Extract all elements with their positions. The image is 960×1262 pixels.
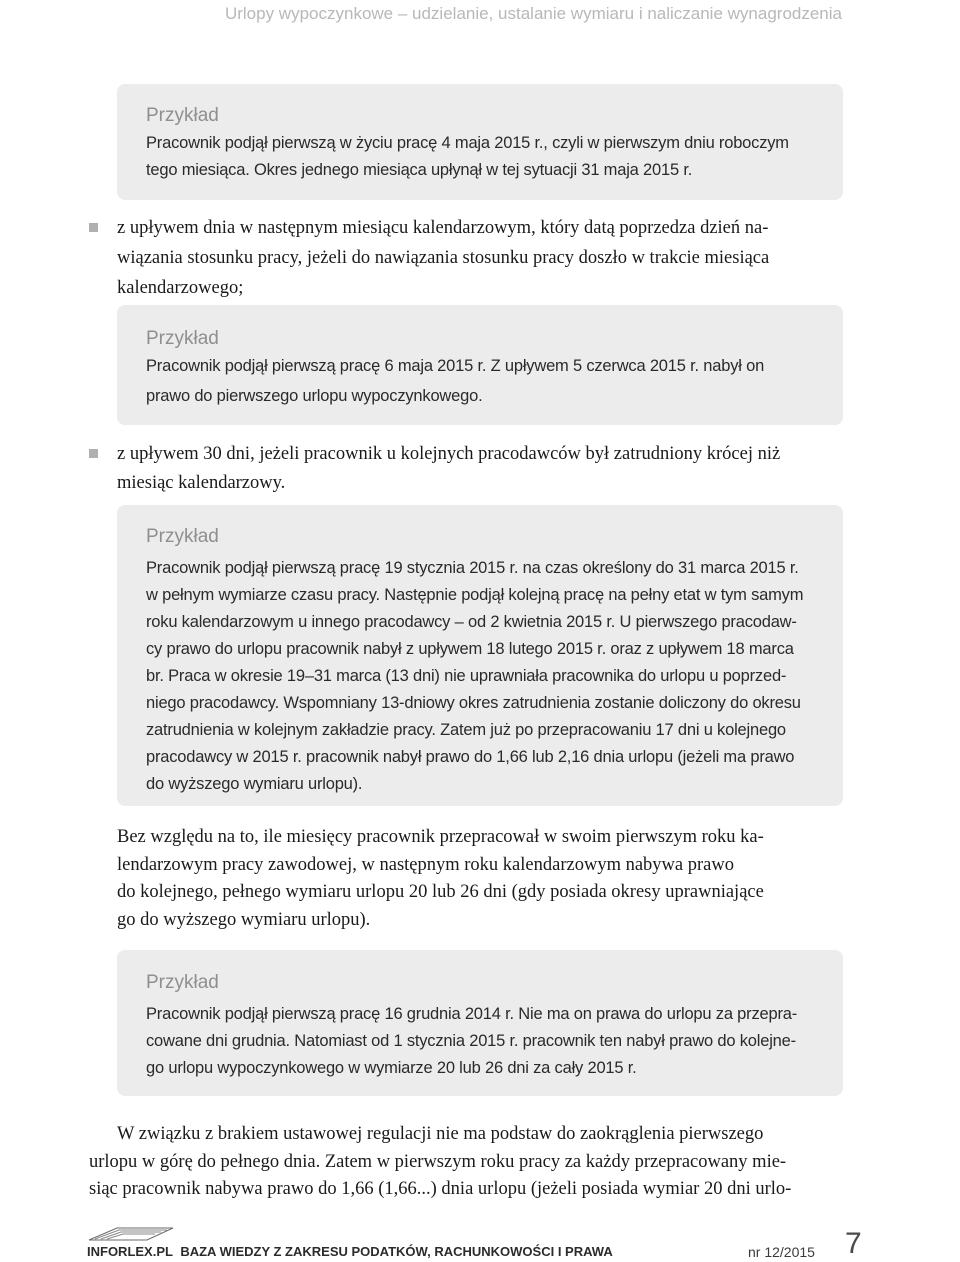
- text-line: do kolejnego, pełnego wymiaru urlopu 20 lub 26 dni (gdy posiada okresy uprawniające: [117, 882, 764, 902]
- text-line: br. Praca w okresie 19–31 marca (13 dni) nie uprawniała pracownika do urlopu u poprzed-: [146, 667, 787, 685]
- text-line: wiązania stosunku pracy, jeżeli do nawiązania stosunku pracy doszło w trakcie miesiąca: [117, 248, 770, 268]
- text-line: Pracownik podjął pierwszą pracę 6 maja 2015 r. Z upływem 5 czerwca 2015 r. nabył on: [146, 357, 765, 375]
- text-line: Pracownik podjął pierwszą pracę 19 stycznia 2015 r. na czas określony do 31 marca 2015 r.: [146, 559, 799, 577]
- text-line: cy prawo do urlopu pracownik nabył z upływem 18 lutego 2015 r. oraz z upływem 18 marca: [146, 640, 794, 658]
- bullet-item-1: [89, 214, 844, 302]
- text-line: Pracownik podjął pierwszą pracę 16 grudnia 2014 r. Nie ma on prawa do urlopu za przepra-: [146, 1005, 798, 1023]
- text-line: kalendarzowego;: [117, 278, 244, 298]
- text-line: Pracownik podjął pierwszą w życiu pracę 4 maja 2015 r., czyli w pierwszym dniu roboczym: [146, 134, 789, 152]
- text-line: z upływem dnia w następnym miesiącu kalendarzowym, który datą poprzedza dzień na-: [117, 218, 769, 238]
- example-box-1: [117, 84, 843, 200]
- body-paragraph-2: [89, 1121, 844, 1204]
- text-line: prawo do pierwszego urlopu wypoczynkowego.: [146, 387, 483, 405]
- example-text: [146, 1001, 823, 1082]
- bullet-text: [117, 214, 844, 302]
- example-box-3: [117, 505, 843, 806]
- example-text: [146, 130, 823, 184]
- page-footer: [87, 1222, 873, 1262]
- square-bullet-icon: [89, 223, 98, 232]
- page-number: 7: [845, 1227, 862, 1260]
- example-box-4: [117, 950, 843, 1096]
- text-line: cowane dni grudnia. Natomiast od 1 stycznia 2015 r. pracownik ten nabył prawo do kolejne-: [146, 1032, 796, 1050]
- text-line: roku kalendarzowym u innego pracodawcy – od 2 kwietnia 2015 r. U pierwszego pracodaw-: [146, 613, 797, 631]
- text-line: w pełnym wymiarze czasu pracy. Następnie podjął kolejną pracę na pełny etat w tym samym: [146, 586, 804, 604]
- example-title: Przykład: [146, 105, 219, 126]
- brand-name: INFORLEX.PL: [87, 1244, 173, 1259]
- text-line: miesiąc kalendarzowy.: [117, 473, 286, 493]
- example-title: Przykład: [146, 972, 219, 993]
- text-line: z upływem 30 dni, jeżeli pracownik u kolejnych pracodawców był zatrudniony krócej niż: [117, 444, 781, 464]
- example-title: Przykład: [146, 526, 219, 547]
- text-line: urlopu w górę do pełnego dnia. Zatem w pierwszym roku pracy za każdy przepracowany mie-: [89, 1151, 787, 1172]
- example-text: [146, 555, 823, 798]
- text-line: Bez względu na to, ile miesięcy pracownik przepracował w swoim pierwszym roku ka-: [117, 827, 764, 847]
- brand-tagline: BAZA WIEDZY Z ZAKRESU PODATKÓW, RACHUNKOWOŚCI I PRAWA: [180, 1244, 613, 1259]
- text-line: go do wyższego wymiaru urlopu).: [117, 909, 371, 930]
- text-line: tego miesiąca. Okres jednego miesiąca upłynął w tej sytuacji 31 maja 2015 r.: [146, 161, 693, 179]
- text-line: do wyższego wymiaru urlopu).: [146, 775, 363, 793]
- issue-number: nr 12/2015: [748, 1244, 815, 1260]
- footer-brand: [87, 1244, 613, 1259]
- running-head: Urlopy wypoczynkowe – udzielanie, ustalanie wymiaru i naliczanie wynagrodzenia: [224, 4, 842, 23]
- example-text: [146, 353, 823, 410]
- text-line: go urlopu wypoczynkowego w wymiarze 20 lub 26 dni za cały 2015 r.: [146, 1059, 637, 1077]
- text-line: pracodawcy w 2015 r. pracownik nabył prawo do 1,66 lub 2,16 dnia urlopu (jeżeli ma prawo: [146, 748, 795, 766]
- example-title: Przykład: [146, 328, 219, 349]
- example-box-2: [117, 305, 843, 425]
- bullet-item-2: [89, 440, 844, 497]
- body-paragraph-1: [117, 824, 843, 934]
- text-line: zatrudnienia w kolejnym zakładzie pracy. Zatem już po przepracowaniu 17 dni u kolejnego: [146, 721, 786, 739]
- text-line: niego pracodawcy. Wspomniany 13-dniowy okres zatrudnienia zostanie doliczony do okresu: [146, 694, 801, 712]
- inforlex-logo-icon: [87, 1224, 175, 1244]
- bullet-text: [117, 440, 844, 497]
- text-line: siąc pracownik nabywa prawo do 1,66 (1,66...) dnia urlopu (jeżeli posiada wymiar 20 dni urlo-: [89, 1179, 792, 1199]
- square-bullet-icon: [89, 449, 98, 458]
- text-line: lendarzowym pracy zawodowej, w następnym roku kalendarzowym nabywa prawo: [117, 854, 734, 875]
- text-line: W związku z brakiem ustawowej regulacji nie ma podstaw do zaokrąglenia pierwszego: [117, 1124, 764, 1144]
